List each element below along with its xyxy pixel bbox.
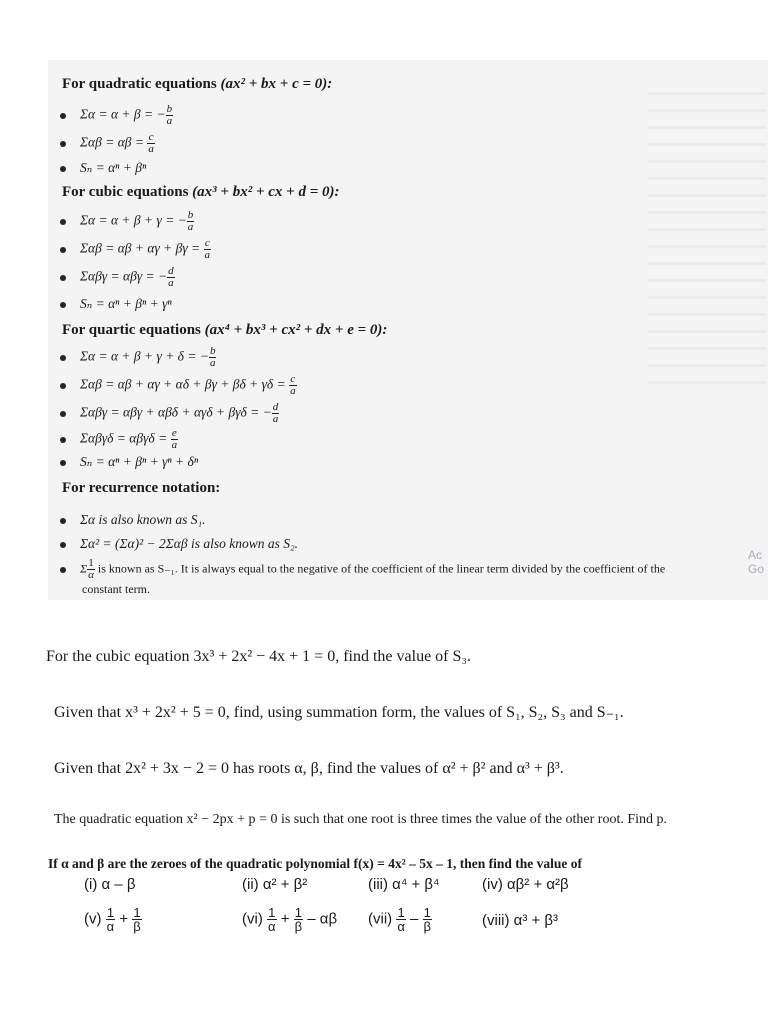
recurrence-item-3: Σ $\frac{1}{\alpha}$ is known as S₋₁. It is always equal to the negative of the coefficient of the linear term divided by the coefficient of the <box>60 558 665 581</box>
part-i: (i) α – β <box>84 876 136 893</box>
quadratic-header: For quadratic equations (ax² + bx + c = 0): <box>62 76 333 92</box>
cubic-item-3: Σαβγ = αβγ = − $\frac{d}{a}$ <box>60 266 175 289</box>
part-vi: (vi) $\frac{1}{\alpha}$ + $\frac{1}{\beta}$ – αβ <box>242 905 338 934</box>
quartic-item-2: Σαβ = αβ + αγ + αδ + βγ + βδ + γδ = $\frac{c}{a}$ <box>60 374 297 397</box>
recurrence-header: For recurrence notation: <box>62 480 221 496</box>
recurrence-item-2: Σα² = (Σα)² − 2Σαβ is also known as S₂. <box>60 536 298 552</box>
recurrence-item-3-cont: constant term. <box>82 582 150 596</box>
quartic-header: For quartic equations (ax⁴ + bx³ + cx² + dx + e = 0): <box>62 322 388 338</box>
cubic-item-1: Σα = α + β + γ = − $\frac{b}{a}$ <box>60 210 194 233</box>
quadratic-item-1: Σα = α + β = − $\frac{b}{a}$ <box>60 104 173 127</box>
question-find-p: The quadratic equation x² − 2px + p = 0 is such that one root is three times the value of the other root. Find p. <box>54 812 668 827</box>
quadratic-item-2: Σαβ = αβ = $\frac{c}{a}$ <box>60 132 155 155</box>
cubic-item-4: Sₙ = αⁿ + βⁿ + γⁿ <box>60 296 172 312</box>
part-vii: (vii) $\frac{1}{\alpha}$ – $\frac{1}{\beta}$ <box>368 905 432 934</box>
quartic-item-3: Σαβγ = αβγ + αβδ + αγδ + βγδ = − $\frac{d}{a}$ <box>60 402 279 425</box>
recurrence-item-1: Σα is also known as S₁. <box>60 512 206 528</box>
cubic-item-2: Σαβ = αβ + αγ + βγ = $\frac{c}{a}$ <box>60 238 211 261</box>
faded-background-text <box>648 78 766 398</box>
quadratic-item-3: Sₙ = αⁿ + βⁿ <box>60 160 146 176</box>
question-roots-alpha-beta: Given that 2x² + 3x − 2 = 0 has roots α, β, find the values of α² + β² and α³ + β³. <box>54 760 564 777</box>
question-summation-form: Given that x³ + 2x² + 5 = 0, find, using summation form, the values of S₁, S₂, S₃ and S₋₁. <box>54 704 624 721</box>
part-v: (v) $\frac{1}{\alpha}$ + $\frac{1}{\beta}$ <box>84 905 141 934</box>
part-iii: (iii) α⁴ + β⁴ <box>368 876 440 893</box>
quartic-item-5: Sₙ = αⁿ + βⁿ + γⁿ + δⁿ <box>60 454 198 470</box>
part-ii: (ii) α² + β² <box>242 876 308 893</box>
quartic-item-4: Σαβγδ = αβγδ = $\frac{e}{a}$ <box>60 428 178 451</box>
part-viii: (viii) α³ + β³ <box>482 912 559 929</box>
question-cubic-s3: For the cubic equation 3x³ + 2x² − 4x + 1 = 0, find the value of S₃. <box>46 648 471 665</box>
quartic-item-1: Σα = α + β + γ + δ = − $\frac{b}{a}$ <box>60 346 216 369</box>
part-iv: (iv) αβ² + α²β <box>482 876 569 893</box>
polynomial-prompt: If α and β are the zeroes of the quadratic polynomial f(x) = 4x² – 5x – 1, then find the value of <box>48 856 582 871</box>
activation-watermark: Ac Go <box>748 548 765 576</box>
cubic-header: For cubic equations (ax³ + bx² + cx + d = 0): <box>62 184 340 200</box>
